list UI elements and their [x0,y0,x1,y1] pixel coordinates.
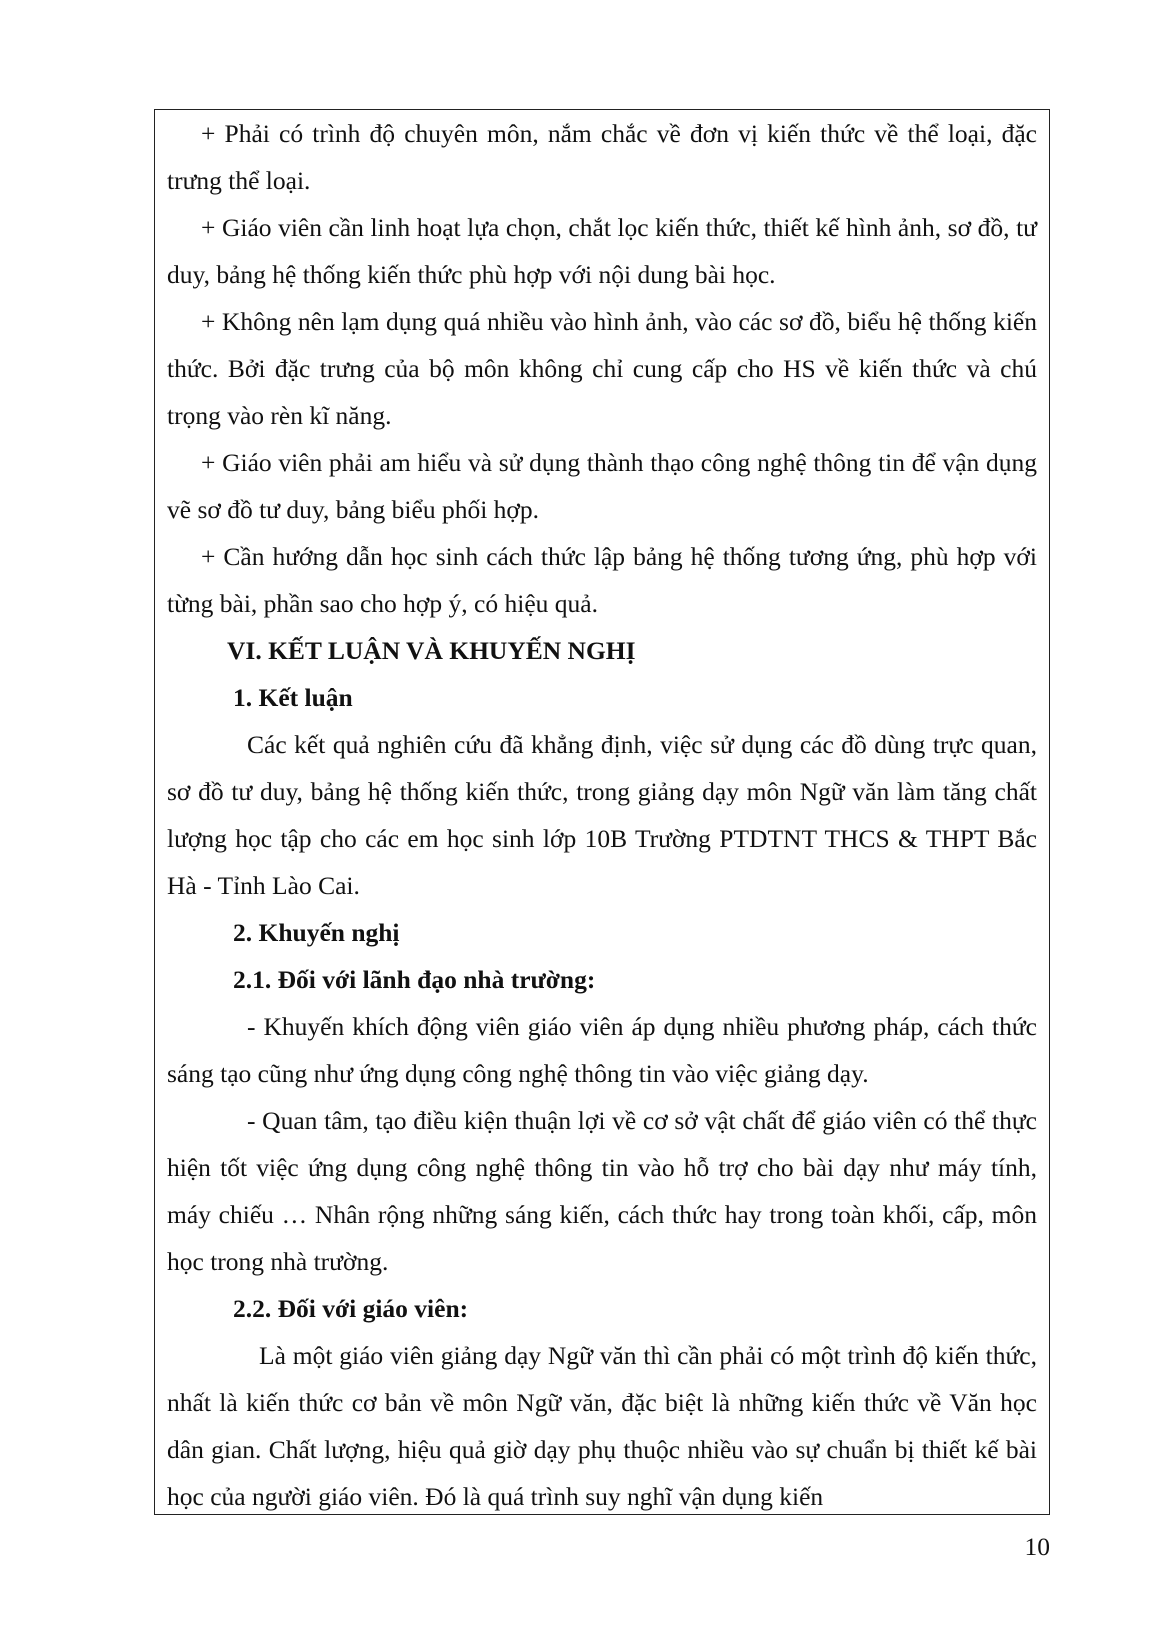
paragraph-it-skills: + Giáo viên phải am hiểu và sử dụng thành thạo công nghệ thông tin để vận dụng vẽ sơ đồ tư duy, bảng biểu phối hợp. [167,448,1037,524]
school-leadership-heading: 2.1. Đối với lãnh đạo nhà trường: [233,965,596,994]
teacher-heading: 2.2. Đối với giáo viên: [233,1294,469,1323]
page-number: 10 [1024,1532,1050,1561]
recommendation-heading: 2. Khuyến nghị [233,918,400,947]
paragraph-school-encourage: - Khuyến khích động viên giáo viên áp dụng nhiều phương pháp, cách thức sáng tạo cũng như ứng dụng công nghệ thông tin vào việc giảng dạy. [167,1012,1037,1088]
paragraph-school-facilities: - Quan tâm, tạo điều kiện thuận lợi về cơ sở vật chất để giáo viên có thể thực hiện tốt việc ứng dụng công nghệ thông tin vào hỗ trợ cho bài dạy như máy tính, máy chiếu … Nhân rộng những sáng kiến, cách thức hay trong toàn khối, cấp, môn học trong nhà trường. [167,1106,1037,1276]
paragraph-conclusion: Các kết quả nghiên cứu đã khẳng định, việc sử dụng các đồ dùng trực quan, sơ đồ tư duy, bảng hệ thống kiến thức, trong giảng dạy môn Ngữ văn làm tăng chất lượng học tập cho các em học sinh lớp 10B Trường PTDTNT THCS & THPT Bắc Hà - Tỉnh Lào Cai. [167,730,1037,900]
conclusion-heading: 1. Kết luận [233,683,353,712]
paragraph-teacher-expertise: + Phải có trình độ chuyên môn, nắm chắc về đơn vị kiến thức về thể loại, đặc trưng thể loại. [167,119,1037,195]
paragraph-teacher-knowledge: Là một giáo viên giảng dạy Ngữ văn thì cần phải có một trình độ kiến thức, nhất là kiến thức cơ bản về môn Ngữ văn, đặc biệt là những kiến thức về Văn học dân gian. Chất lượng, hiệu quả giờ dạy phụ thuộc nhiều vào sự chuẩn bị thiết kế bài học của người giáo viên. Đó là quá trình suy nghĩ vận dụng kiến [167,1341,1037,1511]
paragraph-avoid-overuse: + Không nên lạm dụng quá nhiều vào hình ảnh, vào các sơ đồ, biểu hệ thống kiến thức. Bởi đặc trưng của bộ môn không chỉ cung cấp cho HS về kiến thức và chú trọng vào rèn kĩ năng. [167,307,1037,430]
paragraph-teacher-flexibility: + Giáo viên cần linh hoạt lựa chọn, chắt lọc kiến thức, thiết kế hình ảnh, sơ đồ, tư duy, bảng hệ thống kiến thức phù hợp với nội dung bài học. [167,213,1037,289]
document-frame [154,109,1050,1515]
section-heading: VI. KẾT LUẬN VÀ KHUYẾN NGHỊ [227,636,636,665]
document-body [167,110,1037,1520]
paragraph-guide-students: + Cần hướng dẫn học sinh cách thức lập bảng hệ thống tương ứng, phù hợp với từng bài, phần sao cho hợp ý, có hiệu quả. [167,542,1037,618]
